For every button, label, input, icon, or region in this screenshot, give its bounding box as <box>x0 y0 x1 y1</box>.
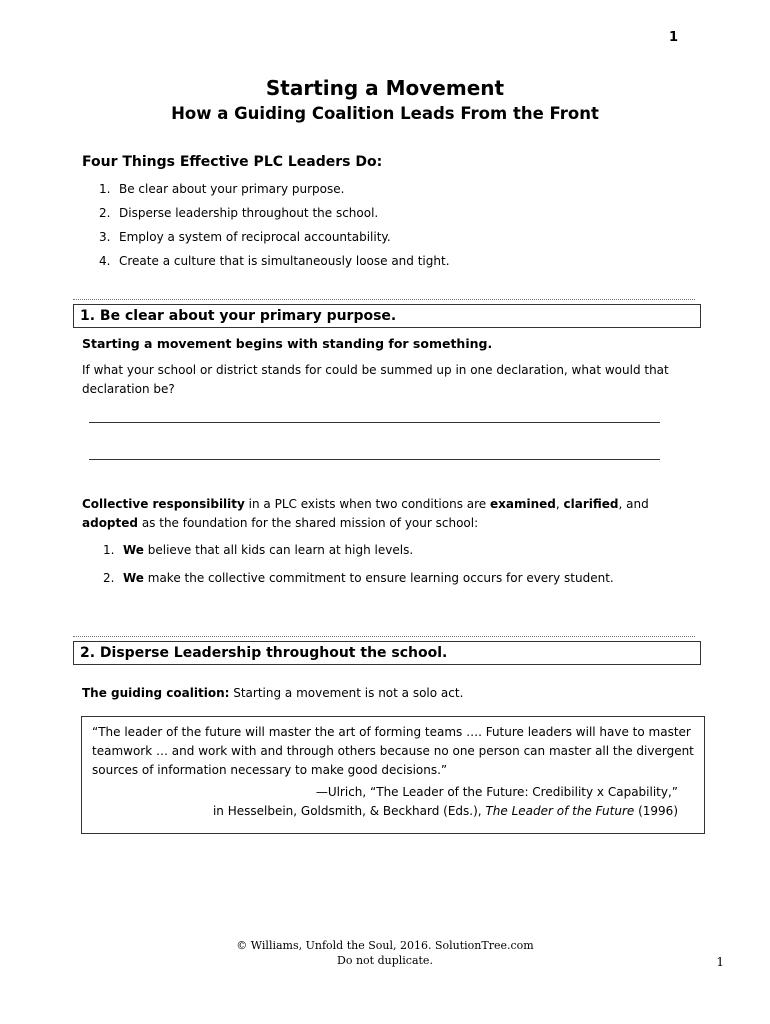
list-number: 3. <box>99 230 111 244</box>
section-divider <box>73 299 695 300</box>
attribution-line <box>92 802 678 821</box>
page-number-top: 1 <box>668 30 678 45</box>
list-item <box>103 570 614 598</box>
quote-attribution <box>92 783 694 821</box>
quote-text: “The leader of the future will master the art of forming teams …. Future leaders will have to master teamwork … and work with and through others because no one person can master all the divergent sources of information necessary to make good decisions.” <box>92 725 694 777</box>
text-run: Starting a movement is not a solo act. <box>229 686 464 700</box>
list-item <box>99 229 450 253</box>
list-number: 1. <box>103 543 115 557</box>
list-number: 2. <box>103 571 115 585</box>
list-item <box>99 181 450 205</box>
list-item <box>99 253 450 277</box>
quote-box <box>81 716 705 834</box>
answer-line[interactable] <box>89 459 660 460</box>
bold-term: Collective responsibility <box>82 497 245 511</box>
list-text: Disperse leadership throughout the school. <box>119 206 379 220</box>
list-text: believe that all kids can learn at high levels. <box>143 543 414 557</box>
text-run: in a PLC exists when two conditions are <box>244 497 490 511</box>
do-not-duplicate-line: Do not duplicate. <box>337 954 433 967</box>
section1-subheading: Starting a movement begins with standing for something. <box>82 336 493 351</box>
list-number: 4. <box>99 254 111 268</box>
collective-responsibility-paragraph <box>82 495 692 533</box>
answer-line[interactable] <box>89 422 660 423</box>
text-run: (1996) <box>634 804 678 818</box>
four-things-heading: Four Things Effective PLC Leaders Do: <box>82 154 383 170</box>
bold-term: clarified <box>563 497 619 511</box>
list-item <box>99 205 450 229</box>
text-run: as the foundation for the shared mission of your school: <box>138 516 479 530</box>
footer <box>0 938 770 968</box>
list-number: 1. <box>99 182 111 196</box>
copyright-line: © Williams, Unfold the Soul, 2016. SolutionTree.com <box>236 939 534 952</box>
bold-term: examined <box>490 497 556 511</box>
section2-heading: 2. Disperse Leadership throughout the school. <box>73 641 701 665</box>
text-run: , and <box>618 497 649 511</box>
list-text: Employ a system of reciprocal accountability. <box>119 230 391 244</box>
four-things-list <box>99 181 450 277</box>
list-text: Create a culture that is simultaneously loose and tight. <box>119 254 450 268</box>
page-number-bottom: 1 <box>716 955 724 969</box>
list-text: make the collective commitment to ensure learning occurs for every student. <box>143 571 614 585</box>
section1-heading: 1. Be clear about your primary purpose. <box>73 304 701 328</box>
bold-term: We <box>123 543 144 557</box>
page-subtitle: How a Guiding Coalition Leads From the Front <box>171 104 599 123</box>
section-divider <box>73 636 695 637</box>
conditions-list <box>103 542 614 598</box>
bold-term: We <box>123 571 144 585</box>
guiding-coalition-line <box>82 686 463 700</box>
section1-question: If what your school or district stands for could be summed up in one declaration, what would that declaration be? <box>82 363 669 396</box>
list-text: Be clear about your primary purpose. <box>119 182 345 196</box>
list-item <box>103 542 614 570</box>
bold-term: adopted <box>82 516 138 530</box>
bold-term: The guiding coalition: <box>82 686 230 700</box>
text-run: in Hesselbein, Goldsmith, & Beckhard (Eds.), <box>212 804 486 818</box>
text-run: , <box>555 497 564 511</box>
book-title: The Leader of the Future <box>485 804 635 818</box>
list-number: 2. <box>99 206 111 220</box>
attribution-line: —Ulrich, “The Leader of the Future: Credibility x Capability,” <box>315 785 678 799</box>
page-title: Starting a Movement <box>265 76 505 100</box>
